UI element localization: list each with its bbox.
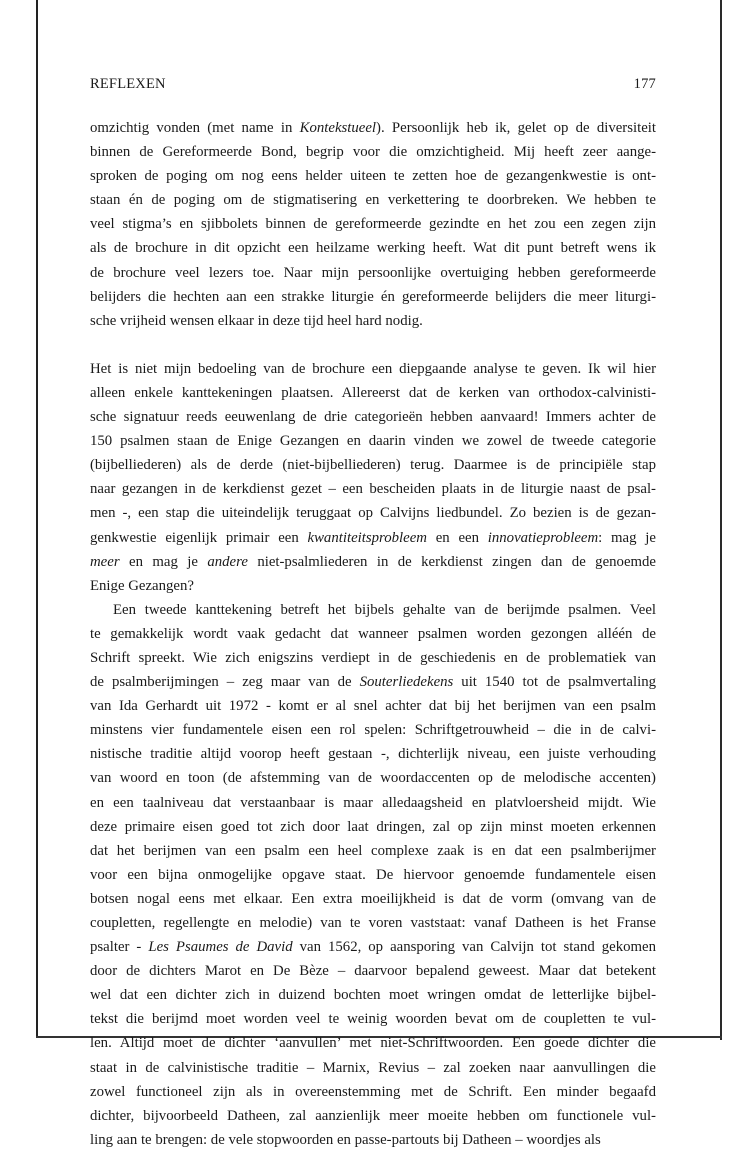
italic-text: kwantiteitsprobleem [307,529,427,546]
text-run: veel stigma’s en sjibbolets binnen de gereformeerde gezindte en het zou een zegen zijn [90,216,656,233]
text-run: minstens vier fundamentele eisen een rol spelen: Schriftgetrouwheid – die in de calvi- [90,722,656,739]
text-line [90,598,656,622]
text-line [90,381,656,405]
text-line [90,1128,656,1152]
text-line [90,140,656,164]
text-run: en mag je [119,553,208,570]
text-line [90,622,656,646]
text-line [90,1080,656,1104]
text-line [90,309,656,333]
text-run: zowel functioneel zijn als in overeenstemming met de Schrift. Een minder begaafd [90,1083,656,1100]
text-line [90,188,656,212]
text-run: ). Persoonlijk heb ik, gelet op de diversiteit [376,120,656,136]
text-line [90,670,656,694]
text-line [90,1007,656,1031]
text-line [90,212,656,236]
paragraph [90,116,656,333]
text-line [90,718,656,742]
text-run: voor een bijna onmogelijke opgave staat. De hiervoor genoemde fundamentele eisen [90,866,656,883]
text-line [90,285,656,309]
text-line [90,1031,656,1055]
text-line [90,887,656,911]
text-run: tekst die berijmd moet worden veel te weinig woorden bevat om de coupletten te vul- [90,1011,656,1028]
italic-text: Souterliedekens [359,674,454,691]
text-line [90,646,656,670]
text-line [90,911,656,935]
text-run: de psalmberijmingen – zeg maar van de [90,674,360,691]
text-run: sche vrijheid wensen elkaar in deze tijd heel hard nodig. [90,312,423,329]
text-run: (bijbelliederen) als de derde (niet-bijbelliederen) terug. Daarmee is de principiële stap [90,457,656,474]
text-run: Het is niet mijn bedoeling van de brochure een diepgaande analyse te geven. Ik wil hier [90,360,656,377]
text-run: Schrift spreekt. Wie zich enigszins verdiept in de geschiedenis en de problematiek van [90,649,656,666]
text-run: te gemakkelijk wordt vaak gedacht dat wanneer psalmen worden gezongen alléén de [90,625,656,642]
text-line [90,236,656,260]
text-line [90,501,656,525]
text-line [90,1104,656,1128]
text-run: uit 1540 tot de psalmvertaling [453,674,657,691]
text-line [90,839,656,863]
text-run: deze primaire eisen goed tot zich door laat dringen, zal op zijn minst moeten erkennen [90,818,656,835]
text-line [90,477,656,501]
text-run: staat in de calvinistische traditie – Marnix, Revius – zal zoeken naar aanvullingen die [90,1059,656,1076]
text-run: sche signatuur reeds eeuwenlang de drie categorieën hebben aanvaard! Immers achter de [90,409,656,426]
italic-text: Les Psaumes de David [148,939,293,956]
text-run: van Ida Gerhardt uit 1972 - komt er al snel achter dat bij het berijmen van een psalm [90,698,656,715]
text-run: en een taalniveau dat verstaanbaar is maar alledaagsheid en platvloersheid mijdt. Wie [90,794,656,811]
text-run: nistische traditie altijd voorop heeft gestaan -, dichterlijk niveau, een juiste verhouding [90,746,656,763]
scan-edge-left [36,0,38,1036]
page-number: 177 [633,76,656,92]
text-line [90,261,656,285]
text-run: men -, een stap die uiteindelijk teruggaat op Calvijns liedbundel. Zo bezien is de gezan- [90,505,656,522]
body-text [90,116,656,1152]
text-run: niet-psalmliederen in de kerkdienst zingen dan de genoemde [247,553,656,570]
text-run: genkwestie eigenlijk primair een [90,529,308,546]
text-run: sproken de poging om nog eens helder uiteen te zetten hoe de gezangenkwestie is ont- [90,168,656,185]
text-run: len. Altijd moet de dichter ‘aanvullen’ met niet-Schriftwoorden. Een goede dichter die [90,1035,656,1052]
italic-text: Kontekstueel [299,120,377,136]
text-line [90,453,656,477]
text-run: naar gezangen in de kerkdienst gezet – een bescheiden plaats in de liturgie naast de psal- [90,481,656,498]
text-line [90,815,656,839]
text-run: door de dichters Marot en De Bèze – daarvoor bepalend geweest. Maar dat betekent [90,963,656,980]
text-run: Een tweede kanttekening betreft het bijbels gehalte van de berijmde psalmen. Veel [113,601,656,618]
text-run: dichter, bijvoorbeeld Datheen, zal aanzienlijk meer moeite hebben om functionele vul- [90,1107,656,1124]
text-line [90,983,656,1007]
text-line [90,766,656,790]
italic-text: andere [207,553,248,570]
text-line [90,357,656,381]
paragraph [90,357,656,598]
text-line [90,863,656,887]
text-line [90,526,656,550]
text-run: alleen enkele kanttekeningen plaatsen. Allereerst dat de kerken van orthodox-calvinisti- [90,384,656,401]
text-run: wel dat een dichter zich in duizend bochten moet wringen omdat de letterlijke bijbel- [90,987,656,1004]
text-run: omzichtig vonden (met name in [90,120,300,136]
text-line [90,164,656,188]
text-line [90,694,656,718]
text-run: ling aan te brengen: de vele stopwoorden en passe-partouts bij Datheen – woordjes als [90,1131,601,1148]
text-line [90,791,656,815]
text-run: belijders die hechten aan een strakke liturgie én gereformeerde belijders die meer liturgi- [90,288,656,305]
text-run: Enige Gezangen? [90,577,194,594]
text-run: : mag je [598,529,656,546]
text-run: psalter - [90,939,149,956]
text-run: staan én de poging om de stigmatisering en verkettering te doorbreken. We hebben te [90,192,656,209]
text-line [90,550,656,574]
text-line [90,959,656,983]
paragraph-gap [90,333,656,357]
text-run: binnen de Gereformeerde Bond, begrip voor die omzichtigheid. Mij heeft zeer aange- [90,144,656,161]
text-run: en een [426,529,488,546]
text-run: 150 psalmen staan de Enige Gezangen en daarin vinden we zowel de tweede categorie [90,433,656,450]
paragraph [90,598,656,1152]
text-run: coupletten, regellengte en melodie) van te voren vaststaat: vanaf Datheen is het Franse [90,915,656,931]
text-run: van woord en toon (de afstemming van de woordaccenten op de melodische accenten) [90,770,656,787]
italic-text: innovatieprobleem [487,529,599,546]
text-run: botsen nogal eens met elkaar. Een extra moeilijkheid is dat de vorm (omvang van de [90,890,656,907]
scan-edge-right [720,0,722,1040]
text-line [90,405,656,429]
text-line [90,429,656,453]
text-line [90,574,656,598]
text-run: de brochure veel lezers toe. Naar mijn persoonlijke overtuiging hebben gereformeerde [90,264,656,281]
text-line [90,116,656,140]
running-title: REFLEXEN [90,76,166,92]
text-run: dat het berijmen van een psalm een heel complexe zaak is en dat een psalmberijmer [90,842,656,859]
text-line [90,742,656,766]
text-run: als de brochure in dit opzicht een heilzame werking heeft. Wat dit punt betreft wens ik [90,240,656,257]
text-line [90,935,656,959]
text-run: van 1562, op aansporing van Calvijn tot stand gekomen [292,939,656,956]
italic-text: meer [90,553,120,570]
